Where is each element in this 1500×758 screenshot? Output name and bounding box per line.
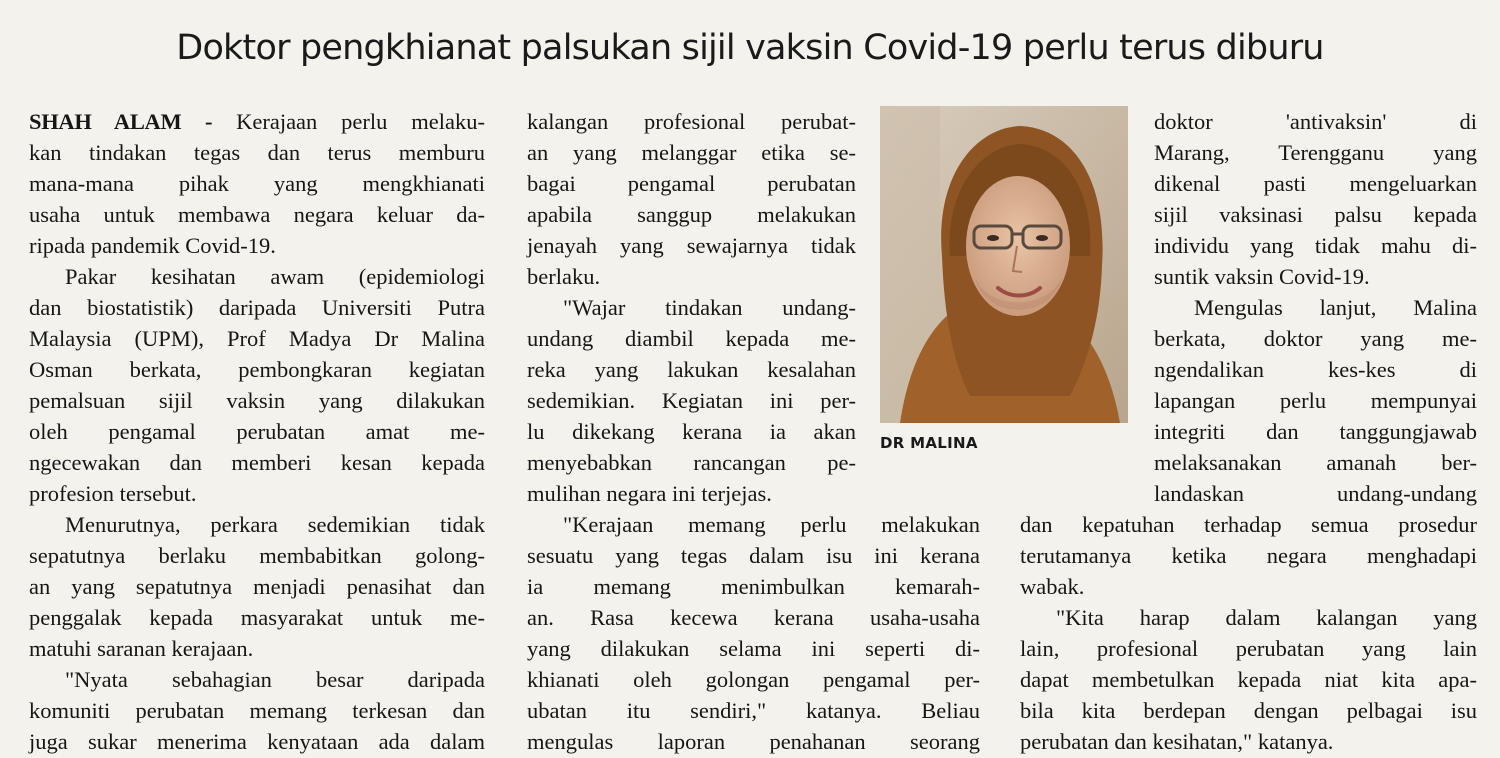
text-line: kalangan profesional perubat- bbox=[527, 109, 856, 134]
text-line: berkata, doktor yang me- bbox=[1154, 326, 1477, 351]
text-line: apabila sanggup melakukan bbox=[527, 202, 856, 227]
text-line: suntik vaksin Covid-19. bbox=[1154, 264, 1370, 289]
text-line: reka yang lakukan kesalahan bbox=[527, 357, 856, 382]
article-headline: Doktor pengkhianat palsukan sijil vaksin Covid-19 perlu terus diburu bbox=[176, 28, 1324, 68]
text-line: dapat membetulkan kepada niat kita apa- bbox=[1020, 667, 1477, 692]
text-line: dikenal pasti mengeluarkan bbox=[1154, 171, 1477, 196]
text-line: mengulas laporan penahanan seorang bbox=[527, 729, 980, 754]
text-line: integriti dan tanggungjawab bbox=[1154, 419, 1477, 444]
text-line: Pakar kesihatan awam (epidemiologi bbox=[65, 264, 485, 289]
dateline: SHAH ALAM - bbox=[29, 109, 213, 134]
text-line: sijil vaksinasi palsu kepada bbox=[1154, 202, 1477, 227]
text-line: Mengulas lanjut, Malina bbox=[1194, 295, 1477, 320]
text-line: "Kerajaan memang perlu melakukan bbox=[563, 512, 980, 537]
text-line: berlaku. bbox=[527, 264, 601, 289]
text-line: wabak. bbox=[1020, 574, 1085, 599]
text-line: SHAH ALAM - Kerajaan perlu melaku- bbox=[29, 109, 486, 134]
text-line: ripada pandemik Covid-19. bbox=[29, 233, 276, 258]
text-line: profesion tersebut. bbox=[29, 481, 197, 506]
text-line: jenayah yang sewajarnya tidak bbox=[527, 233, 856, 258]
text-line: yang dilakukan selama ini seperti di- bbox=[527, 636, 980, 661]
text-line: ubatan itu sendiri," katanya. Beliau bbox=[527, 698, 980, 723]
text-line: Osman berkata, pembongkaran kegiatan bbox=[29, 357, 485, 382]
text-line: menyebabkan rancangan pe- bbox=[527, 450, 856, 475]
text-line: ngendalikan kes-kes di bbox=[1154, 357, 1477, 382]
text-line: Menurutnya, perkara sedemikian tidak bbox=[65, 512, 485, 537]
text-line: bagai pengamal perubatan bbox=[527, 171, 856, 196]
text-line: "Kita harap dalam kalangan yang bbox=[1056, 605, 1477, 630]
text-line: khianati oleh golongan pengamal per- bbox=[527, 667, 980, 692]
text-line: komuniti perubatan memang terkesan dan bbox=[29, 698, 485, 723]
text-line: perubatan dan kesihatan," katanya. bbox=[1020, 729, 1334, 754]
text-line: sepatutnya berlaku membabitkan golong- bbox=[29, 543, 485, 568]
text-line: melaksanakan amanah ber- bbox=[1154, 450, 1477, 475]
text-line: dan kepatuhan terhadap semua prosedur bbox=[1020, 512, 1477, 537]
text-line: mana-mana pihak yang mengkhianati bbox=[29, 171, 485, 196]
text-line: an. Rasa kecewa kerana usaha-usaha bbox=[527, 605, 980, 630]
text-line: "Nyata sebahagian besar daripada bbox=[65, 667, 485, 692]
text-line: oleh pengamal perubatan amat me- bbox=[29, 419, 485, 444]
text-line: dan biostatistik) daripada Universiti Putra bbox=[29, 295, 485, 320]
text-line: "Wajar tindakan undang- bbox=[563, 295, 856, 320]
text-line: Malaysia (UPM), Prof Madya Dr Malina bbox=[29, 326, 485, 351]
text-line: sesuatu yang tegas dalam isu ini kerana bbox=[527, 543, 980, 568]
text-line: an yang sepatutnya menjadi penasihat dan bbox=[29, 574, 485, 599]
text-line: doktor 'antivaksin' di bbox=[1154, 109, 1477, 134]
text-line: ia memang menimbulkan kemarah- bbox=[527, 574, 980, 599]
photo-caption: DR MALINA bbox=[880, 434, 978, 452]
text-line: ngecewakan dan memberi kesan kepada bbox=[29, 450, 485, 475]
text-line: terutamanya ketika negara menghadapi bbox=[1020, 543, 1477, 568]
text-line: individu yang tidak mahu di- bbox=[1154, 233, 1477, 258]
text-line: lain, profesional perubatan yang lain bbox=[1020, 636, 1477, 661]
text-line: Marang, Terengganu yang bbox=[1154, 140, 1477, 165]
portrait-illustration bbox=[880, 106, 1128, 423]
text-line: kan tindakan tegas dan terus memburu bbox=[29, 140, 485, 165]
text-line: lu dikekang kerana ia akan bbox=[527, 419, 856, 444]
text-line: penggalak kepada masyarakat untuk me- bbox=[29, 605, 485, 630]
text-line: lapangan perlu mempunyai bbox=[1154, 388, 1477, 413]
text-line: bila kita berdepan dengan pelbagai isu bbox=[1020, 698, 1477, 723]
text-line: pemalsuan sijil vaksin yang dilakukan bbox=[29, 388, 485, 413]
text-line: juga sukar menerima kenyataan ada dalam bbox=[29, 729, 485, 754]
text-line: mulihan negara ini terjejas. bbox=[527, 481, 772, 506]
portrait-photo bbox=[880, 106, 1128, 423]
text-line: usaha untuk membawa negara keluar da- bbox=[29, 202, 485, 227]
text-line: undang diambil kepada me- bbox=[527, 326, 856, 351]
text-line: landaskan undang-undang bbox=[1154, 481, 1477, 506]
text-line: sedemikian. Kegiatan ini per- bbox=[527, 388, 856, 413]
text-line: matuhi saranan kerajaan. bbox=[29, 636, 254, 661]
text-line: an yang melanggar etika se- bbox=[527, 140, 856, 165]
